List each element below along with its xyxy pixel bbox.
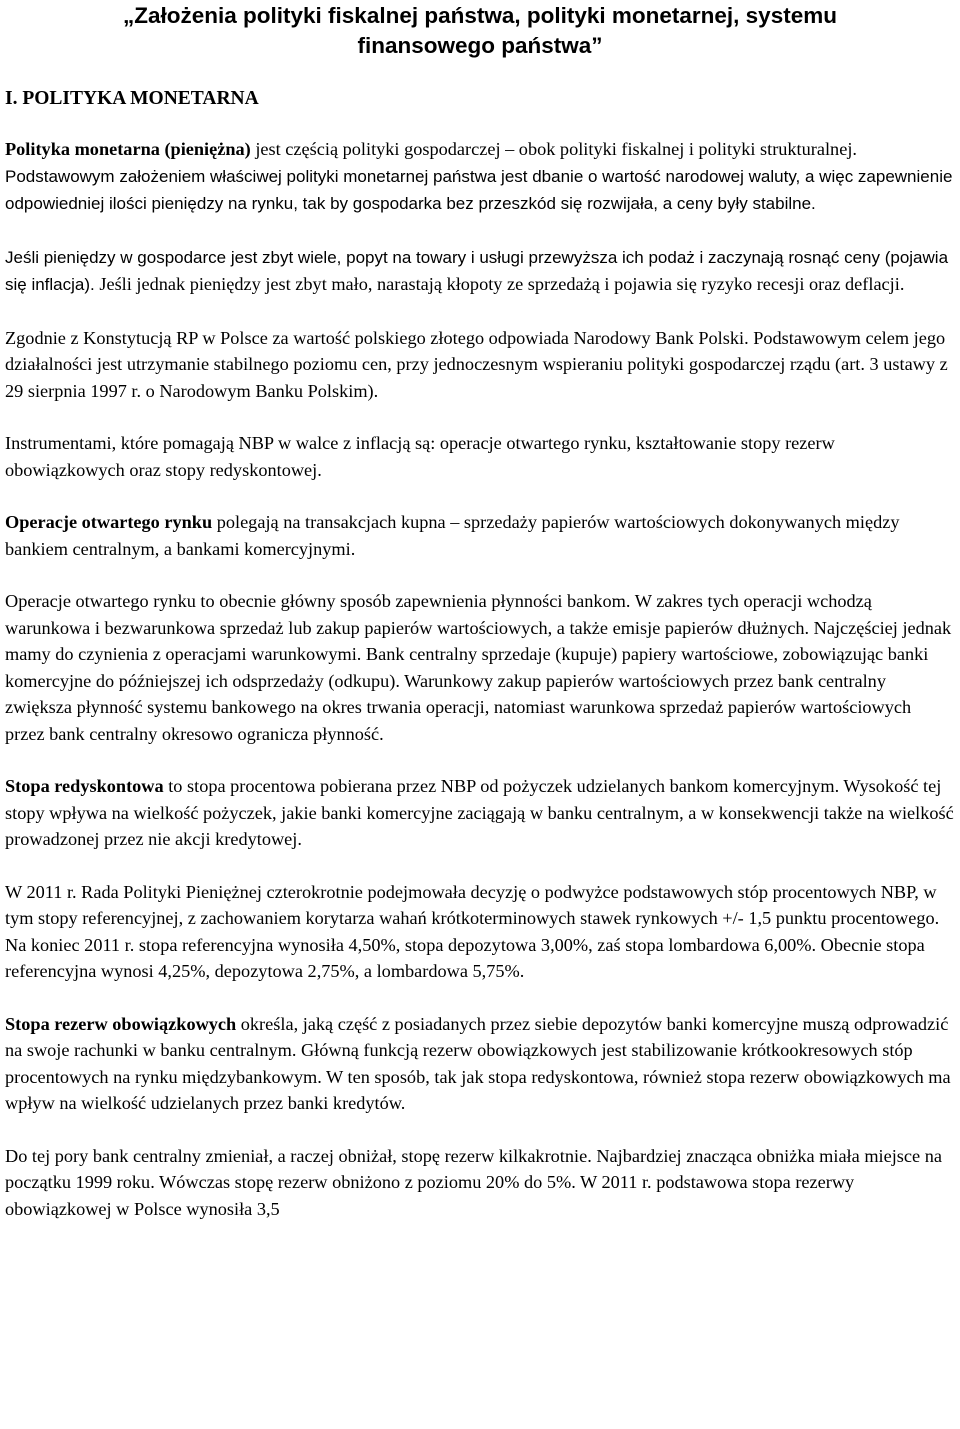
document-title [5, 0, 955, 61]
paragraph-text: polegają na transakcjach kupna – sprzedaży papierów wartościowych dokonywanych między bankiem centralnym, a bankami komercyjnymi. [5, 512, 900, 559]
term-open-market: Operacje otwartego rynku [5, 512, 213, 532]
term-rediscount-rate: Stopa redyskontowa [5, 776, 164, 796]
paragraph-text: Jeśli jednak pieniędzy jest zbyt mało, narastają kłopoty ze sprzedażą i pojawia się ryzyko recesji oraz deflacji. [94, 274, 905, 294]
title-line-1: „Założenia polityki fiskalnej państwa, polityki monetarnej, systemu [123, 3, 837, 28]
paragraph-reserve-history: Do tej pory bank centralny zmieniał, a raczej obniżał, stopę rezerw kilkakrotnie. Najbardziej znacząca obniżka miała miejsce na początku 1999 roku. Wówczas stopę rezerw obniżono z poziomu 20% do 5%. W 2011 r. podstawowa stopa rezerwy obowiązkowej w Polsce wynosiła 3,5 [5, 1145, 942, 1219]
term-monetary-policy: Polityka monetarna (pieniężna) [5, 139, 251, 159]
title-line-2: finansowego państwa” [357, 33, 603, 58]
paragraph-text: jest częścią polityki gospodarczej – obok polityki fiskalnej i polityki strukturalnej. [250, 139, 857, 159]
paragraph-constitution: Zgodnie z Konstytucją RP w Polsce za wartość polskiego złotego odpowiada Narodowy Bank Polski. Podstawowym celem jego działalności jest utrzymanie stabilnego poziomu cen, przy jednoczesnym wspieraniu polityki gospodarczej rządu (art. 3 ustawy z 29 sierpnia 1997 r. o Narodowym Banku Polskim). [5, 327, 948, 401]
paragraph-text: Podstawowym założeniem właściwej polityki monetarnej państwa jest dbanie o wartość narodowej waluty, a więc zapewnienie odpowiedniej ilości pieniędzy na rynku, tak by gospodarka bez przeszkód się rozwijała, a ceny były stabilne. [5, 166, 953, 213]
section-heading: I. POLITYKA MONETARNA [5, 88, 259, 109]
paragraph-text: to stopa procentowa pobierana przez NBP od pożyczek udzielanych bankom komercyjnym. Wysokość tej stopy wpływa na wielkość pożyczek, jakie banki komercyjne zaciągają w banku centralnym, a w konsekwencji także na wielkość prowadzonej przez nie akcji kredytowej. [5, 776, 954, 849]
paragraph-rates-2011: W 2011 r. Rada Polityki Pieniężnej czterokrotnie podejmowała decyzję o podwyżce podstawowych stóp procentowych NBP, w tym stopy referencyjnej, z zachowaniem korytarza wahań krótkoterminowych stawek rynkowych +/- 1,5 punktu procentowego. Na koniec 2011 r. stopa referencyjna wynosiła 4,50%, stopa depozytowa 3,00%, zaś stopa lombardowa 6,00%. Obecnie stopa referencyjna wynosi 4,25%, depozytowa 2,75%, a lombardowa 5,75%. [5, 881, 940, 981]
paragraph-rediscount-rate [5, 773, 955, 853]
paragraph-text: Jeśli pieniędzy w gospodarce jest zbyt wiele, popyt na towary i usługi przewyższa ich podaż i zaczynają rosnąć ceny (pojawia się inflacja). [5, 247, 949, 294]
paragraph-inflation [5, 244, 955, 299]
document-page [5, 0, 955, 1222]
paragraph-instruments: Instrumentami, które pomagają NBP w walce z inflacją są: operacje otwartego rynku, kształtowanie stopy rezerw obowiązkowych oraz stopy redyskontowej. [5, 433, 835, 480]
paragraph-text: określa, jaką część z posiadanych przez siebie depozytów banki komercyjne muszą odprowadzić na swoje rachunki w banku centralnym. Główną funkcją rezerw obowiązkowych jest stabilizowanie krótkookresowych stóp procentowych na rynku międzybankowym. W ten sposób, tak jak stopa redyskontowa, również stopa rezerw obowiązkowych ma wpływ na wielkość udzielanych przez banki kredytów. [5, 1013, 951, 1113]
paragraph-open-market [5, 509, 955, 562]
paragraph-reserve-rate [5, 1011, 955, 1117]
term-reserve-rate: Stopa rezerw obowiązkowych [5, 1013, 237, 1034]
paragraph-open-market-details: Operacje otwartego rynku to obecnie główny sposób zapewnienia płynności bankom. W zakres tych operacji wchodzą warunkowa i bezwarunkowa sprzedaż lub zakup papierów wartościowych, a także emisje papierów dłużnych. Najczęściej jednak mamy do czynienia z operacjami warunkowymi. Bank centralny sprzedaje (kupuje) papiery wartościowe, zobowiązując banki komercyjne do późniejszej ich odsprzedaży (odkupu). Warunkowy zakup papierów wartościowych przez bank centralny zwiększa płynność systemu bankowego na okres trwania operacji, natomiast warunkowa sprzedaż papierów wartościowych przez bank centralny okresowo ogranicza płynność. [5, 591, 952, 744]
paragraph-monetary-policy [5, 136, 955, 218]
